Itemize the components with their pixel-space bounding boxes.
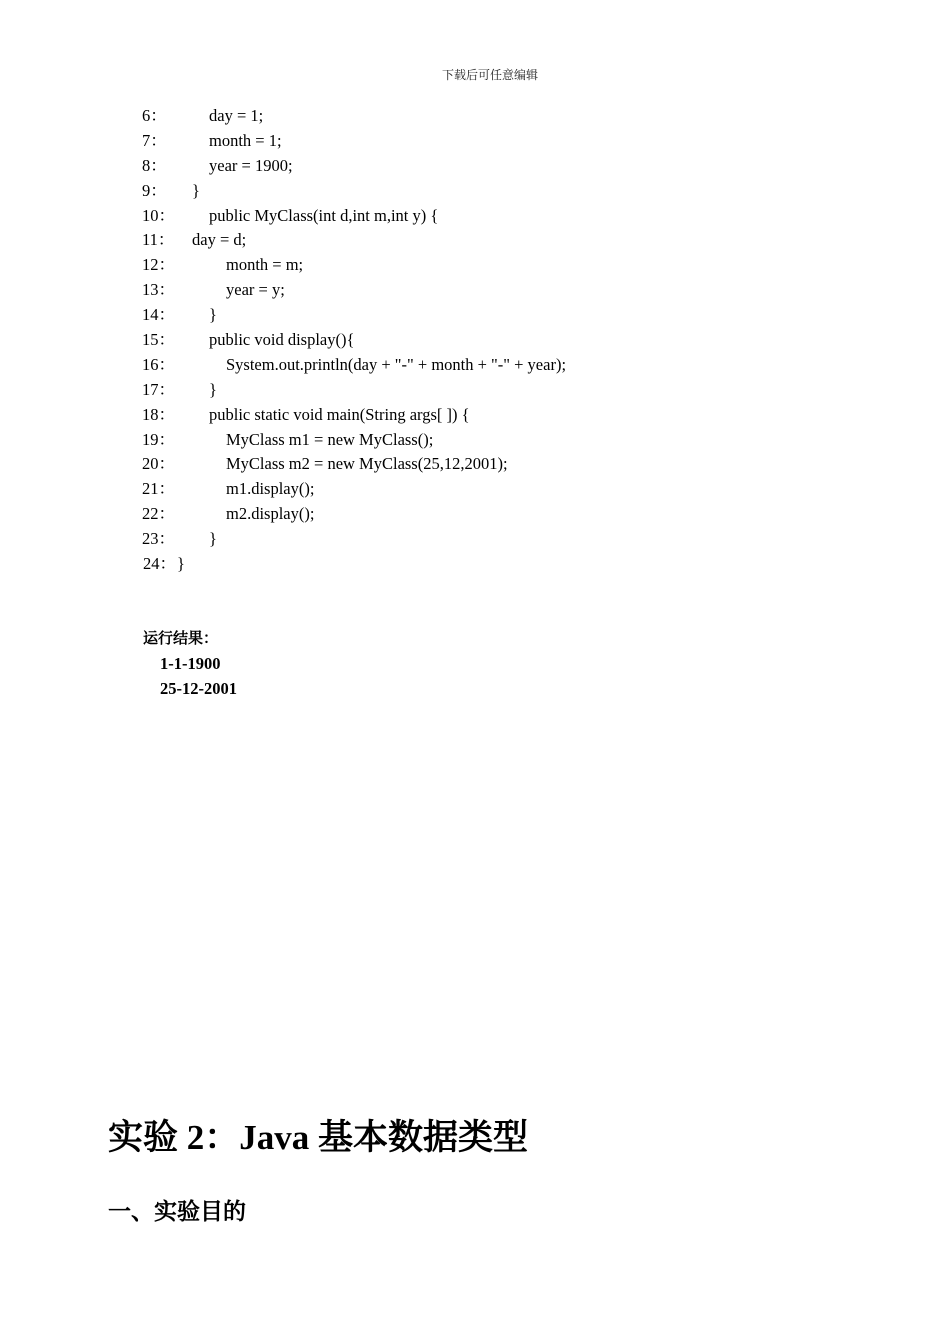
code-line xyxy=(142,452,842,477)
code-text: System.out.println(day + "-" + month + "-" + year); xyxy=(226,354,567,374)
code-line xyxy=(142,527,842,552)
code-text: } xyxy=(192,180,200,200)
section-heading: 实验 2：Java 基本数据类型 xyxy=(108,1118,529,1157)
section-subheading: 一、实验目的 xyxy=(108,1199,246,1225)
code-line xyxy=(142,403,842,428)
line-number: 24： xyxy=(143,554,176,574)
line-number: 10： xyxy=(142,205,175,225)
code-line xyxy=(142,428,842,453)
line-number: 20： xyxy=(142,454,175,474)
code-line xyxy=(142,552,842,577)
result-output-line: 1-1-1900 xyxy=(160,654,221,673)
code-line xyxy=(142,278,842,303)
code-text: day = 1; xyxy=(209,106,264,125)
code-listing xyxy=(142,104,842,577)
line-number: 15： xyxy=(142,330,175,350)
code-text: } xyxy=(177,554,185,574)
code-text: } xyxy=(209,379,217,399)
line-number: 18： xyxy=(142,404,175,424)
code-line xyxy=(142,303,842,328)
code-text: public void display(){ xyxy=(209,330,355,350)
code-text: MyClass m1 = new MyClass(); xyxy=(226,429,434,449)
line-number: 12： xyxy=(142,255,175,275)
run-result xyxy=(143,626,237,701)
code-text: day = d; xyxy=(192,230,247,250)
line-number: 7： xyxy=(142,130,167,150)
page-header: 下载后可任意编辑 xyxy=(441,68,538,82)
code-line xyxy=(142,502,842,527)
code-line xyxy=(142,253,842,278)
code-line xyxy=(142,104,842,129)
code-text: public static void main(String args[ ]) { xyxy=(209,404,470,424)
line-number: 19： xyxy=(142,429,175,449)
code-text: } xyxy=(209,305,217,325)
code-line xyxy=(142,378,842,403)
line-number: 8： xyxy=(142,155,167,175)
line-number: 9： xyxy=(142,180,167,200)
code-text: } xyxy=(209,529,217,549)
code-line xyxy=(142,228,842,253)
code-line xyxy=(142,179,842,204)
code-text: m1.display(); xyxy=(226,479,315,499)
code-line xyxy=(142,129,842,154)
code-text: year = y; xyxy=(226,280,285,300)
line-number: 23： xyxy=(142,529,175,549)
line-number: 14： xyxy=(142,305,175,325)
code-text: public MyClass(int d,int m,int y) { xyxy=(209,205,439,225)
line-number: 22： xyxy=(142,504,175,524)
code-text: year = 1900; xyxy=(209,155,293,175)
code-line xyxy=(142,328,842,353)
code-line xyxy=(142,477,842,502)
code-text: MyClass m2 = new MyClass(25,12,2001); xyxy=(226,454,508,474)
code-text: m2.display(); xyxy=(226,504,315,524)
code-text: month = 1; xyxy=(209,130,282,150)
line-number: 11： xyxy=(142,230,175,250)
line-number: 13： xyxy=(142,280,175,300)
line-number: 17： xyxy=(142,379,175,399)
result-output-line: 25-12-2001 xyxy=(160,679,237,698)
code-line xyxy=(142,154,842,179)
code-line xyxy=(142,204,842,229)
code-line xyxy=(142,353,842,378)
line-number: 21： xyxy=(142,479,175,499)
line-number: 6： xyxy=(142,106,167,125)
code-text: month = m; xyxy=(226,255,304,275)
line-number: 16： xyxy=(142,354,175,374)
result-title: 运行结果： xyxy=(143,629,219,647)
